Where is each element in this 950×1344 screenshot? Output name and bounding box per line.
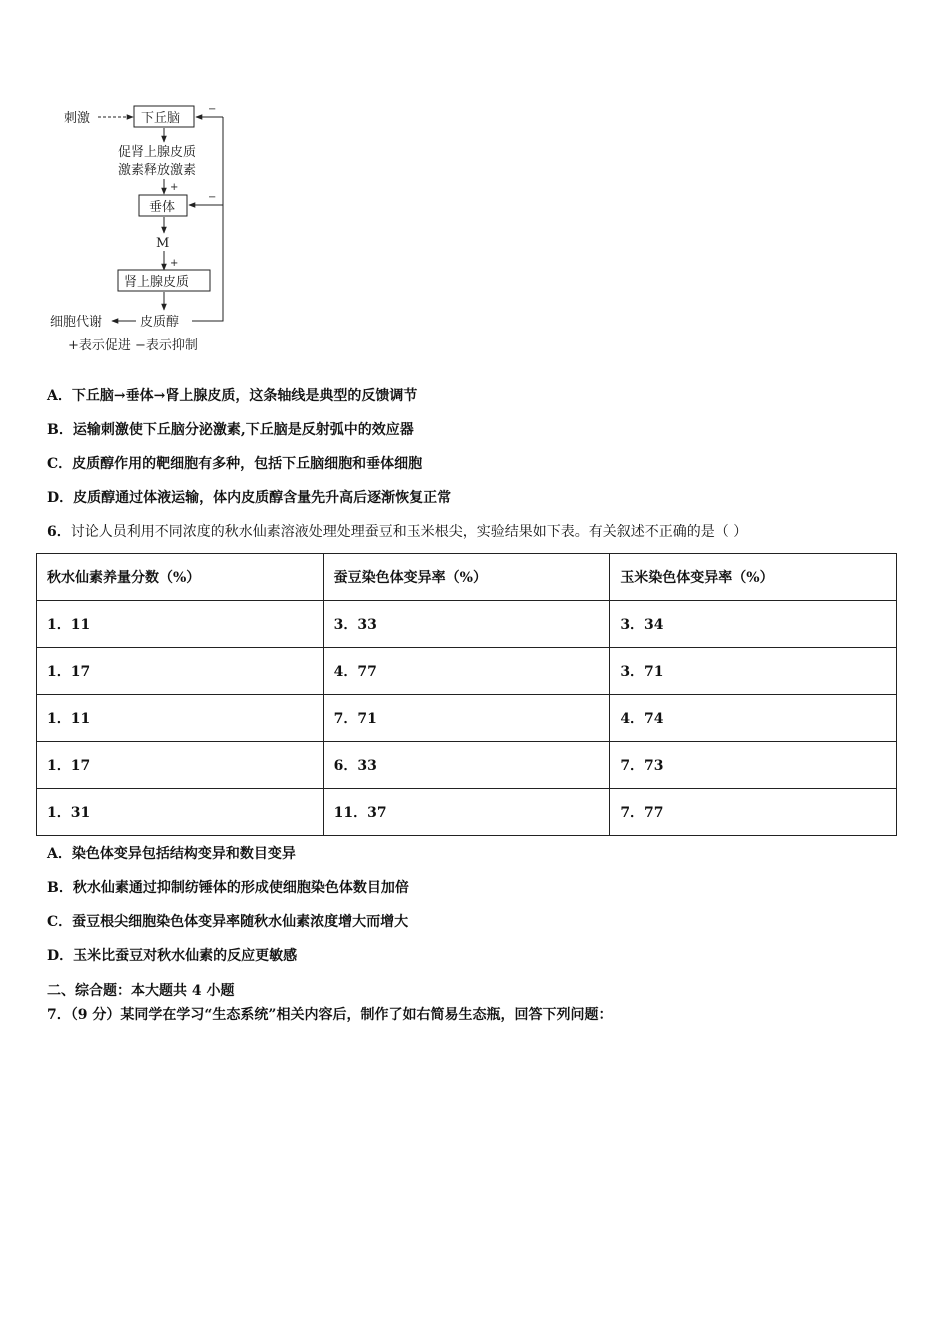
table-cell: 1．11: [37, 695, 324, 742]
q5-option-c: [47, 453, 422, 473]
table-header-cell: 玉米染色体变异率（%）: [610, 554, 897, 601]
hypothalamus-label: 下丘脑: [141, 111, 181, 126]
m-label: M: [156, 236, 170, 251]
crh-label-line2: 激素释放激素: [118, 163, 197, 178]
table-cell: 11．37: [323, 789, 610, 836]
option-text: 皮质醇作用的靶细胞有多种，包括下丘脑细胞和垂体细胞: [72, 456, 423, 472]
q6-stem: [47, 521, 747, 541]
table-cell: 6．33: [323, 742, 610, 789]
option-letter: B．: [47, 880, 73, 896]
q5-option-d: [47, 487, 451, 507]
option-text: 下丘脑→垂体→肾上腺皮质，这条轴线是典型的反馈调节: [71, 388, 418, 404]
table-header-cell: 蚕豆染色体变异率（%）: [323, 554, 610, 601]
question-number: 7．: [47, 1007, 71, 1023]
option-letter: B．: [47, 422, 73, 438]
table-row: [37, 742, 897, 789]
option-letter: A．: [47, 388, 72, 404]
option-text: 染色体变异包括结构变异和数目变异: [71, 846, 296, 862]
stimulus-label: 刺激: [64, 111, 91, 126]
q6-option-b: [47, 877, 409, 897]
table-row: [37, 648, 897, 695]
cortisol-label: 皮质醇: [140, 315, 180, 330]
crh-label-line1: 促肾上腺皮质: [118, 145, 197, 160]
option-letter: D．: [47, 948, 74, 964]
q7-stem: [47, 1004, 612, 1024]
table-row: [37, 695, 897, 742]
minus-sign-pituitary: −: [208, 192, 217, 203]
table-cell: 1．11: [37, 601, 324, 648]
question-text: 某同学在学习“生态系统”相关内容后，制作了如右简易生态瓶，回答下列问题：: [120, 1007, 613, 1023]
minus-sign-hypothalamus: −: [208, 104, 217, 115]
table-cell: 7．73: [610, 742, 897, 789]
plus-sign-adrenal: +: [170, 258, 179, 269]
section-heading: 二、综合题：本大题共 4 小题: [47, 983, 235, 999]
table-cell: 3．34: [610, 601, 897, 648]
table-cell: 1．17: [37, 742, 324, 789]
q6-option-c: [47, 911, 408, 931]
q6-data-table: [36, 553, 897, 836]
table-cell: 4．77: [323, 648, 610, 695]
hpa-axis-diagram: [40, 98, 240, 360]
cell-metabolism-label: 细胞代谢: [50, 315, 103, 330]
adrenal-cortex-label: 肾上腺皮质: [124, 275, 190, 290]
question-text: 讨论人员利用不同浓度的秋水仙素溶液处理处理蚕豆和玉米根尖，实验结果如下表。有关叙述不正确的是（ ）: [70, 524, 748, 540]
table-cell: 7．77: [610, 789, 897, 836]
table-cell: 1．31: [37, 789, 324, 836]
q6-option-a: [47, 843, 296, 863]
option-letter: C．: [47, 914, 73, 930]
option-text: 玉米比蚕豆对秋水仙素的反应更敏感: [73, 948, 298, 964]
table-header-row: [37, 554, 897, 601]
table-cell: 7．71: [323, 695, 610, 742]
plus-sign-pituitary: +: [170, 182, 179, 193]
table-header-cell: 秋水仙素养量分数（%）: [37, 554, 324, 601]
option-text: 皮质醇通过体液运输，体内皮质醇含量先升高后逐渐恢复正常: [73, 490, 452, 506]
question-score: （9 分）: [70, 1007, 121, 1023]
legend-label: +表示促进 −表示抑制: [68, 338, 198, 353]
option-letter: A．: [47, 846, 72, 862]
option-text: 运输刺激使下丘脑分泌激素,下丘脑是反射弧中的效应器: [72, 422, 414, 438]
table-cell: 1．17: [37, 648, 324, 695]
question-number: 6．: [47, 524, 71, 540]
q6-option-d: [47, 945, 297, 965]
option-text: 秋水仙素通过抑制纺锤体的形成使细胞染色体数目加倍: [72, 880, 409, 896]
option-letter: D．: [47, 490, 74, 506]
table-row: [37, 789, 897, 836]
q5-option-a: [47, 385, 417, 405]
table-cell: 3．71: [610, 648, 897, 695]
pituitary-label: 垂体: [149, 200, 176, 215]
option-text: 蚕豆根尖细胞染色体变异率随秋水仙素浓度增大而增大: [72, 914, 409, 930]
table-cell: 4．74: [610, 695, 897, 742]
table-cell: 3．33: [323, 601, 610, 648]
table-row: [37, 601, 897, 648]
option-letter: C．: [47, 456, 73, 472]
q5-option-b: [47, 419, 414, 439]
